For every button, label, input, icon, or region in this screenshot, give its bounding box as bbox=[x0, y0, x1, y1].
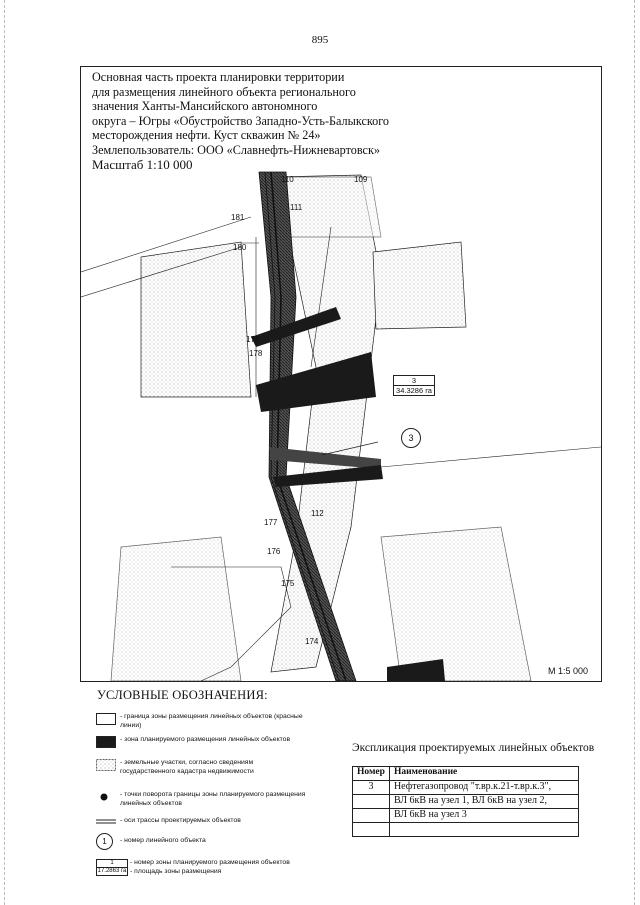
scale-line: Масштаб 1:10 000 bbox=[92, 156, 193, 172]
scale-note: М 1:5 000 bbox=[548, 666, 589, 676]
title-line: месторождения нефти. Куст скважин № 24» bbox=[92, 128, 321, 143]
empty-rect-icon bbox=[96, 713, 116, 725]
route-axis-icon bbox=[96, 817, 116, 827]
header-name: Наименование bbox=[389, 767, 578, 781]
point-label-177: 177 bbox=[264, 518, 278, 527]
point-label-175: 175 bbox=[281, 579, 295, 588]
table-header-row bbox=[353, 767, 579, 781]
stipple-parcel-icon bbox=[96, 759, 116, 771]
parcel-east bbox=[373, 242, 466, 329]
point-label-110: 110 bbox=[281, 175, 294, 184]
point-label-176: 176 bbox=[267, 547, 281, 556]
zone-number-icon: 1 17.2863 га bbox=[97, 860, 127, 874]
zone-area-label bbox=[393, 375, 435, 396]
explication-table bbox=[352, 766, 579, 837]
object-number-icon: 1 bbox=[96, 833, 113, 850]
point-label-180: 180 bbox=[233, 243, 247, 252]
parcel-southeast bbox=[381, 527, 531, 681]
point-label-111: 111 bbox=[290, 203, 303, 212]
explication-title: Экспликация проектируемых линейных объектов bbox=[352, 742, 595, 754]
header-number: Номер bbox=[353, 767, 390, 781]
title-line: для размещения линейного объекта регионального bbox=[92, 84, 356, 99]
point-label-181: 181 bbox=[231, 213, 245, 222]
point-label-174: 174 bbox=[305, 637, 319, 646]
page-number: 895 bbox=[311, 34, 329, 46]
land-user-line: Землепользователь: ООО «Славнефть-Нижневартовск» bbox=[92, 142, 380, 157]
table-row: ВЛ 6кВ на узел 1, ВЛ 6кВ на узел 2, bbox=[353, 795, 579, 809]
parcel-west bbox=[141, 242, 251, 397]
title-line: округа – Югры «Обустройство Западно-Усть-Балыкского bbox=[92, 113, 390, 128]
legend-title: УСЛОВНЫЕ ОБОЗНАЧЕНИЯ: bbox=[97, 688, 268, 702]
point-label-109: 109 bbox=[354, 175, 368, 184]
zone-area: 34.3286 га bbox=[396, 386, 432, 395]
point-label-178: 178 bbox=[249, 349, 263, 358]
object-number-callout: 3 bbox=[401, 428, 421, 448]
title-block bbox=[92, 70, 389, 172]
parcel-southwest bbox=[111, 537, 241, 681]
zone-number: 3 bbox=[394, 376, 434, 386]
right-page-edge bbox=[634, 0, 636, 905]
title-line: значения Ханты-Мансийского автономного bbox=[92, 99, 318, 114]
dark-zone-icon bbox=[96, 736, 116, 748]
table-row: ВЛ 6кВ на узел 3 bbox=[353, 809, 579, 823]
left-page-edge bbox=[4, 0, 6, 905]
point-label-179: 179 bbox=[246, 335, 260, 344]
point-label-112: 112 bbox=[311, 509, 324, 518]
turn-point-icon bbox=[96, 791, 116, 803]
map-frame bbox=[80, 66, 602, 682]
table-row bbox=[353, 823, 579, 837]
title-line: Основная часть проекта планировки территории bbox=[92, 70, 345, 84]
table-row: 3 Нефтегазопровод "т.вр.к.21-т.вр.к.3", bbox=[353, 781, 579, 795]
